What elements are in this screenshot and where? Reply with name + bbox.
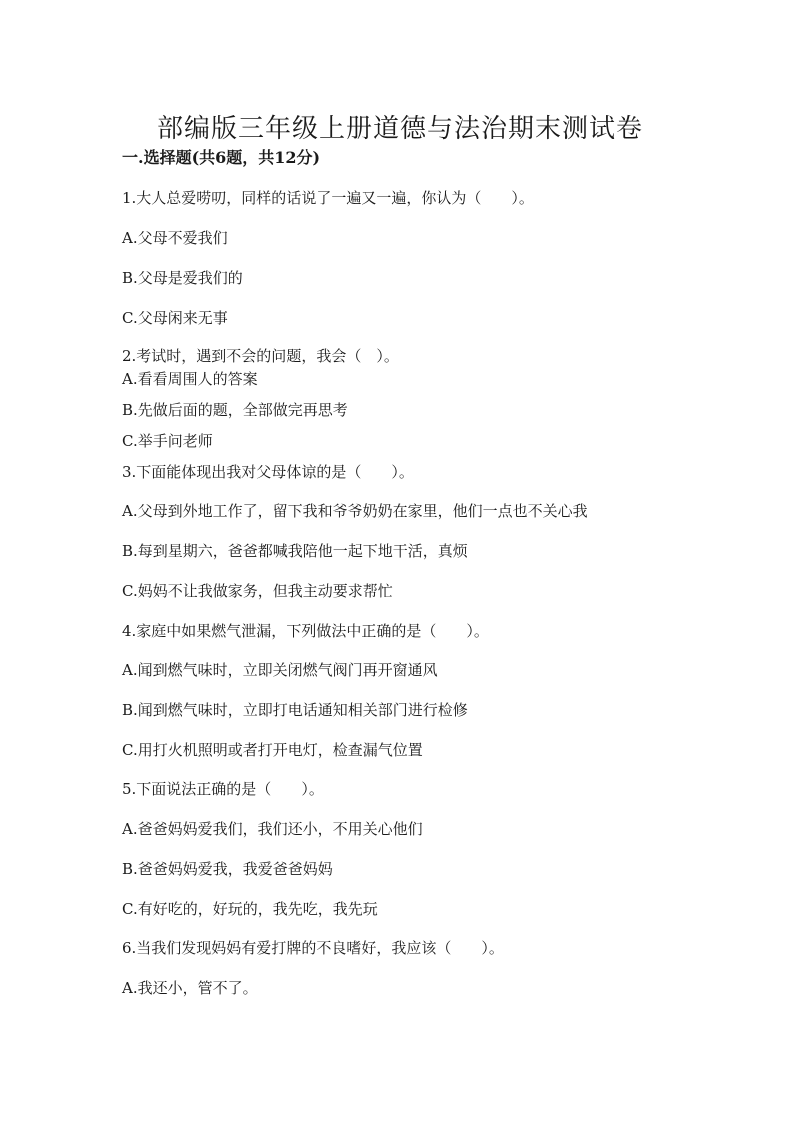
- question-5-option-c: C.有好吃的，好玩的，我先吃，我先玩: [122, 900, 378, 918]
- question-1-option-c: C.父母闲来无事: [122, 309, 228, 327]
- question-5-option-a: A.爸爸妈妈爱我们，我们还小，不用关心他们: [122, 820, 423, 838]
- question-3-option-b: B.每到星期六，爸爸都喊我陪他一起下地干活，真烦: [122, 542, 468, 560]
- question-2-option-c: C.举手问老师: [122, 432, 213, 450]
- question-4-option-b: B.闻到燃气味时，立即打电话通知相关部门进行检修: [122, 701, 468, 719]
- question-2-option-b: B.先做后面的题，全部做完再思考: [122, 401, 348, 419]
- question-4-option-a: A.闻到燃气味时，立即关闭燃气阀门再开窗通风: [122, 661, 438, 679]
- question-3-stem: 3.下面能体现出我对父母体谅的是（ ）。: [122, 463, 414, 481]
- question-2-option-a: A.看看周围人的答案: [122, 370, 258, 388]
- question-4-stem: 4.家庭中如果燃气泄漏，下列做法中正确的是（ ）。: [122, 622, 489, 640]
- question-2-stem: 2.考试时，遇到不会的问题，我会（ ）。: [122, 347, 399, 365]
- question-1-stem: 1.大人总爱唠叨，同样的话说了一遍又一遍，你认为（ ）。: [122, 189, 534, 207]
- section-heading: 一.选择题(共6题，共12分): [122, 148, 321, 167]
- question-6-option-a: A.我还小，管不了。: [122, 979, 258, 997]
- question-4-option-c: C.用打火机照明或者打开电灯，检查漏气位置: [122, 741, 423, 759]
- question-1-option-a: A.父母不爱我们: [122, 229, 228, 247]
- question-5-option-b: B.爸爸妈妈爱我，我爱爸爸妈妈: [122, 860, 333, 878]
- question-6-stem: 6.当我们发现妈妈有爱打牌的不良嗜好，我应该（ ）。: [122, 939, 504, 957]
- question-1-option-b: B.父母是爱我们的: [122, 269, 243, 287]
- question-3-option-a: A.父母到外地工作了，留下我和爷爷奶奶在家里，他们一点也不关心我: [122, 502, 588, 520]
- question-3-option-c: C.妈妈不让我做家务，但我主动要求帮忙: [122, 582, 393, 600]
- question-5-stem: 5.下面说法正确的是（ ）。: [122, 780, 324, 798]
- page-title: 部编版三年级上册道德与法治期末测试卷: [156, 114, 643, 145]
